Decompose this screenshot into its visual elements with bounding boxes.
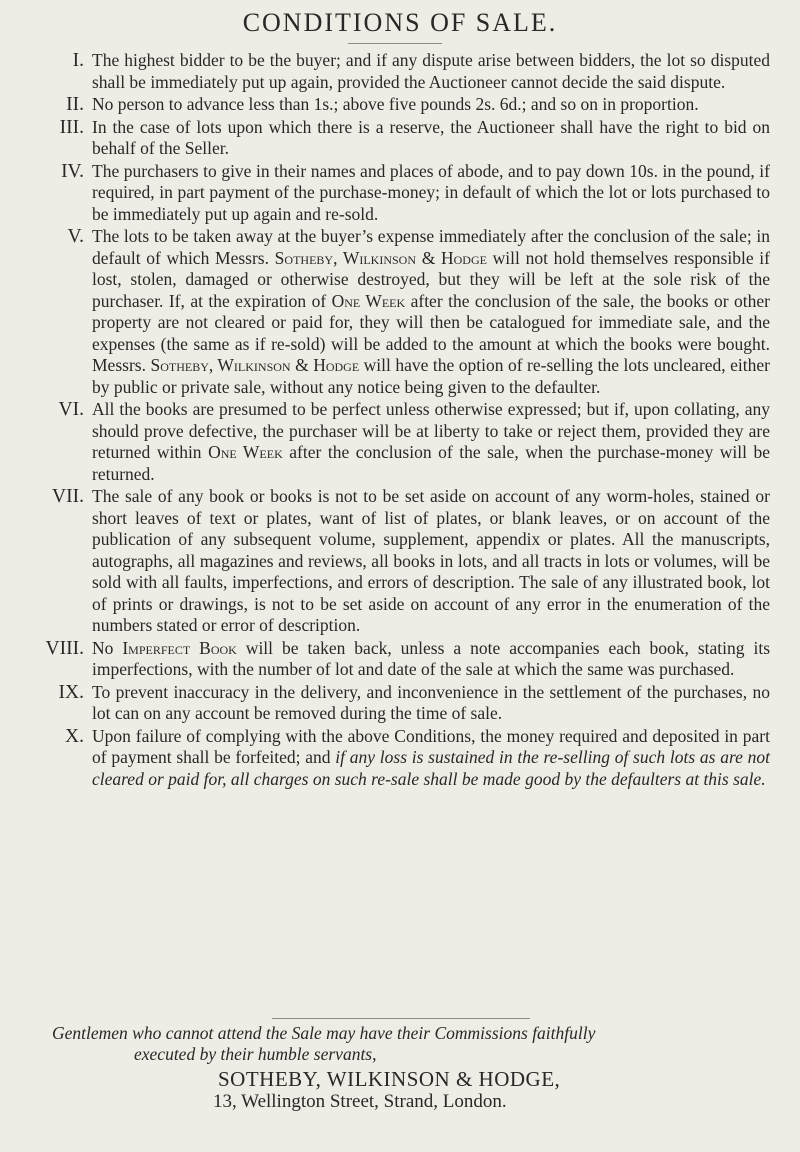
condition-text-part: after the conclusion of the sale, when the purchase-money will be returned. [92, 442, 770, 484]
condition-text-part: All the books are presumed to be perfect unless otherwise expressed; but if, upon collating, any should prove defective, the purchaser will be at liberty to take or reject them, provided they are returned within [92, 399, 770, 462]
auctioneer-signature: SOTHEBY, WILKINSON & HODGE, [218, 1067, 561, 1091]
condition-text-part: after the conclusion of the sale, the books or other property are not cleared or paid for, they will then be catalogued for immediate sale, and the expenses (the same as if re-sold) will be added to the amount at which the books were bought. Messrs. [92, 290, 770, 375]
condition-text-part: will be taken back, unless a note accompanies each book, stating its imperfections, with the number of lot and date of the sale at which the same was purchased. [92, 637, 771, 679]
condition-numeral: I. [72, 50, 84, 71]
one-week-term: One Week [208, 442, 283, 462]
condition-numeral: II. [66, 94, 84, 115]
condition-text: The highest bidder to be the buyer; and if any dispute arise between bidders, the lot so disputed shall be immediately put up again, provided the Auctioneer cannot decide the said dispute. [92, 50, 770, 92]
condition-6 [40, 399, 770, 485]
condition-text-part: The lots to be taken away at the buyer’s expense immediately after the conclusion of the sale; in default of which Messrs. [92, 226, 770, 268]
condition-4 [40, 161, 770, 226]
condition-text [92, 226, 770, 398]
condition-text [92, 399, 770, 485]
condition-10 [40, 726, 770, 791]
condition-numeral: VII. [52, 486, 84, 507]
condition-text: The sale of any book or books is not to be set aside on account of any worm-holes, stained or short leaves of text or plates, want of list of plates, or blank leaves, or on account of the publication of any subsequent volume, supplement, appendix or plates. All the manuscripts, autographs, all magazines and reviews, all books in lots, and all tracts in lots or volumes, will be sold with all faults, imperfections, and errors of description. The sale of any illustrated book, lot of prints or drawings, is not to be set aside on account of any error in the enumeration of the numbers stated or error of description. [92, 486, 770, 635]
condition-7 [40, 486, 770, 637]
condition-numeral: V. [67, 226, 84, 247]
condition-5 [40, 226, 770, 398]
firm-name: Sotheby, Wilkinson & Hodge [274, 247, 487, 268]
commission-note-line: executed by their humble servants, [134, 1044, 377, 1064]
commission-note-line: Gentlemen who cannot attend the Sale may have their Commissions faithfully [52, 1023, 596, 1043]
condition-text-part: No [92, 637, 123, 658]
condition-3 [40, 117, 770, 160]
one-week-term: One Week [331, 290, 406, 311]
condition-numeral: X. [65, 725, 84, 747]
imperfect-book-term: Imperfect Book [122, 637, 237, 658]
firm-name: Sotheby, Wilkinson & Hodge [150, 355, 360, 375]
condition-1 [40, 50, 770, 93]
closing-divider [272, 1018, 530, 1019]
condition-text-part: Upon failure of complying with the above Conditions, the money required and deposited in part of payment shall be forfeited; and [92, 725, 770, 767]
condition-numeral: VIII. [45, 637, 84, 659]
condition-8 [40, 638, 770, 681]
condition-9 [40, 682, 770, 725]
condition-2 [40, 94, 770, 116]
condition-numeral: III. [59, 116, 84, 138]
condition-text: No person to advance less than 1s.; above five pounds 2s. 6d.; and so on in proportion. [92, 94, 699, 114]
conditions-list [40, 50, 770, 791]
condition-text: In the case of lots upon which there is a reserve, the Auctioneer shall have the right to bid on behalf of the Seller. [92, 116, 770, 158]
condition-text: To prevent inaccuracy in the delivery, and inconvenience in the settlement of the purchases, no lot can on any account be removed during the time of sale. [92, 681, 770, 723]
commission-note [52, 1023, 782, 1065]
condition-italic-text: if any loss is sustained in the re-selling of such lots as are not cleared or paid for, all charges on such re-sale shall be made good by the defaulters at this sale. [92, 747, 771, 789]
auctioneer-address: 13, Wellington Street, Strand, London. [213, 1091, 507, 1112]
condition-text: The purchasers to give in their names and places of abode, and to pay down 10s. in the pound, if required, in part payment of the purchase-money; in default of which the lot or lots purchased to be immediately put up again and re-sold. [92, 160, 770, 224]
condition-text [92, 726, 770, 791]
condition-text-part: will have the option of re-selling the lots uncleared, either by public or private sale, without any notice being given to the defaulter. [92, 355, 770, 397]
condition-text-part: will not hold themselves responsible if lost, stolen, damaged or otherwise destroyed, but they will be left at the sole risk of the purchaser. If, at the expiration of [92, 247, 770, 311]
condition-numeral: IV. [61, 160, 84, 182]
page-title: CONDITIONS OF SALE. [242, 8, 558, 37]
title-divider [348, 43, 442, 44]
condition-numeral: VI. [58, 399, 84, 420]
condition-numeral: IX. [58, 681, 84, 703]
condition-text [92, 638, 770, 681]
